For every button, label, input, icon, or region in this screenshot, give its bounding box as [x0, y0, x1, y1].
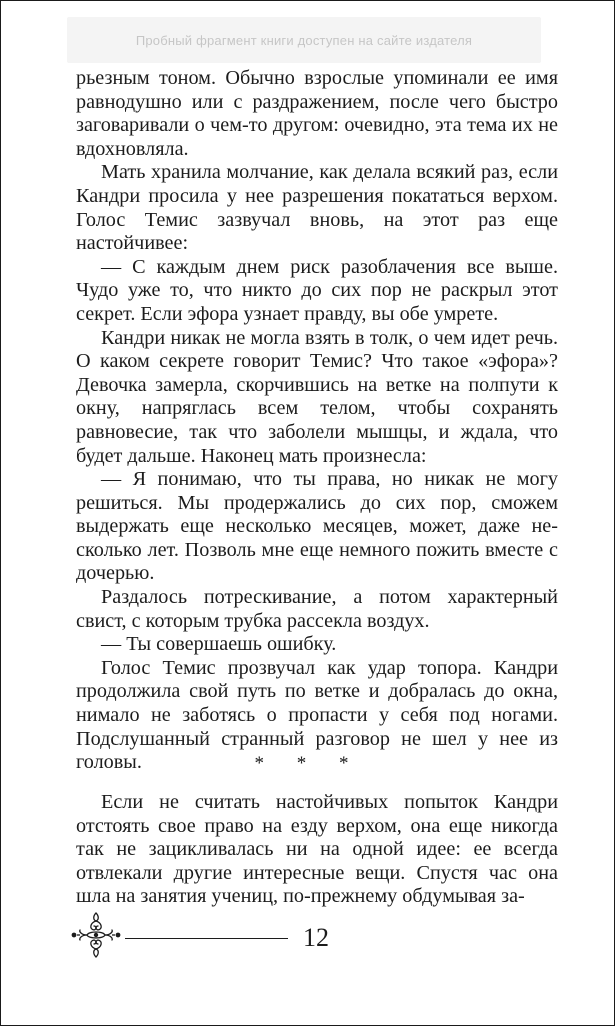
- paragraph: Голос Темис прозвучал как удар топора. Кандри продолжила свой путь по ветке и добралась до окна, нимало не заботясь о пропасти у себя под ногами. Подслушанный странный разговор не шел у нее из головы.: [76, 656, 558, 774]
- page-number: 12: [303, 923, 329, 952]
- paragraph: — Я понимаю, что ты права, но никак не могу решиться. Мы продержались до сих пор, сможем выдержать еще несколько месяцев, может, даже несколько лет. Позволь мне еще немного пожить вместе с дочерью.: [76, 468, 558, 585]
- paragraph: Мать хранила молчание, как делала всякий раз, если Кандри просила у нее разрешения покататься верхом. Голос Темис зазвучал вновь, на этот раз еще настойчивее:: [76, 161, 558, 255]
- paragraph: — Ты совершаешь ошибку.: [101, 633, 337, 656]
- section-separator: * * *: [254, 753, 363, 774]
- paragraph: — С каждым днем риск разоблачения все выше. Чудо уже то, что никто до сих пор не раскрыл этот секрет. Если эфора узнает правду, вы обе умрете.: [76, 255, 558, 325]
- body-text-block: [76, 67, 558, 775]
- footer-rule: [125, 938, 288, 939]
- paragraph: рьезным тоном. Обычно взрослые упоминали ее имя равнодушно или с раздражением, после чего быстро заговаривали о чем-то другом: очевидно, эта тема их не вдохновляла.: [76, 67, 558, 160]
- banner-text: Пробный фрагмент книги доступен на сайте издателя: [135, 32, 473, 48]
- top-banner: [67, 17, 541, 63]
- body-text-block-after-separator: [76, 791, 558, 909]
- paragraph: Кандри никак не могла взять в толк, о чем идет речь. О каком секрете говорит Темис? Что такое «эфора»? Девочка замерла, скорчившись на ветке на полпути к окну, напряглась всем телом, чтобы сохранять равновесие, так что заболели мышцы, и ждала, что будет дальше. Наконец мать произнесла:: [76, 326, 558, 467]
- paragraph: Раздалось потрескивание, а потом характерный свист, с которым трубка рассекла воздух.: [76, 586, 558, 632]
- paragraph: Если не считать настойчивых попыток Кандри отстоять свое право на езду верхом, она еще никогда так не зацикливалась ни на одной идее: ее всегда отвлекали другие интересные вещи. Спустя час она шла на занятия учениц, по-прежнему обдумывая за-: [76, 791, 558, 908]
- flourish-ornament-icon: [69, 909, 123, 961]
